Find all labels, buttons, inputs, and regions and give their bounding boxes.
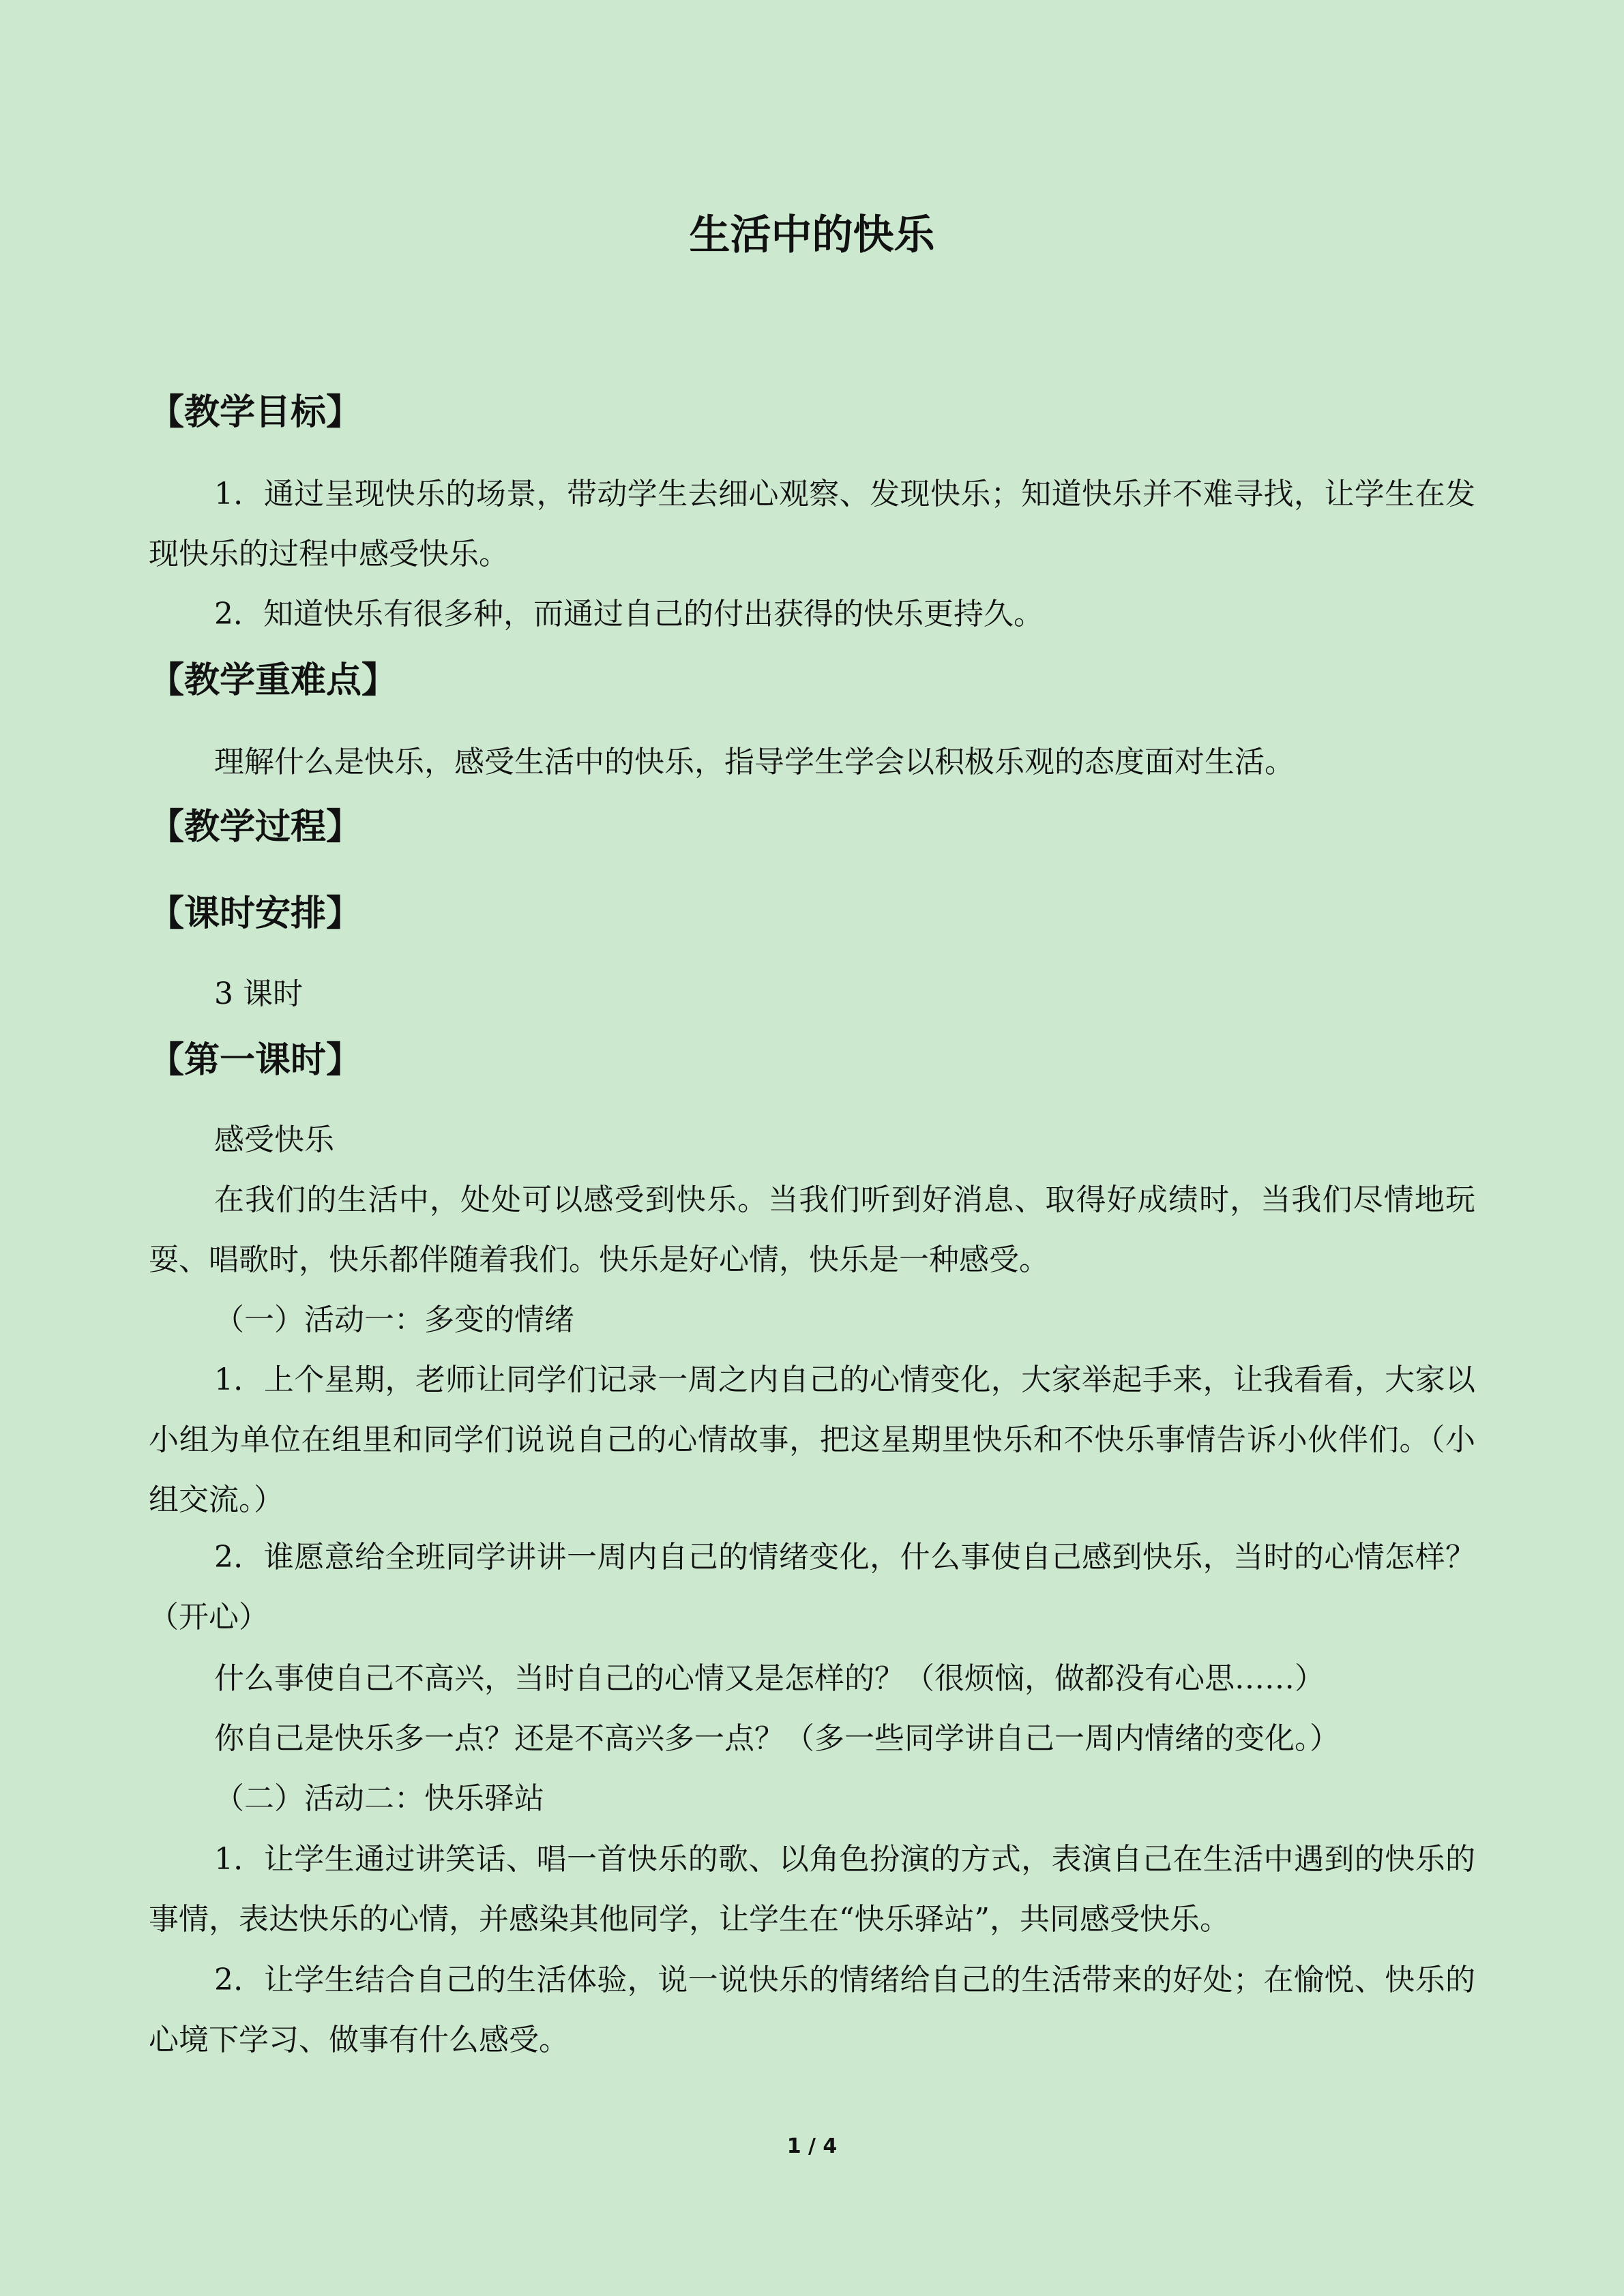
section-heading-schedule: 【课时安排】 — [149, 893, 362, 934]
section-heading-goals: 【教学目标】 — [149, 392, 362, 433]
goals-paragraph-2: 2．知道快乐有很多种，而通过自己的付出获得的快乐更持久。 — [214, 597, 1044, 631]
activity2-title: （二）活动二：快乐驿站 — [214, 1781, 544, 1816]
section-heading-process: 【教学过程】 — [149, 807, 362, 848]
activity1-paragraph-1: 1．上个星期，老师让同学们记录一周之内自己的心情变化，大家举起手来，让我看看，大家以小组为单位在组里和同学们说说自己的心情故事，把这星期里快乐和不快乐事情告诉小伙伴们。（小组交流。） — [149, 1362, 1475, 1517]
activity2-paragraph-1: 1．让学生通过讲笑话、唱一首快乐的歌、以角色扮演的方式，表演自己在生活中遇到的快乐的事情，表达快乐的心情，并感染其他同学，让学生在“快乐驿站”，共同感受快乐。 — [149, 1842, 1475, 1937]
keypoints-paragraph: 理解什么是快乐，感受生活中的快乐，指导学生学会以积极乐观的态度面对生活。 — [214, 745, 1295, 779]
lesson1-subtitle: 感受快乐 — [214, 1122, 334, 1157]
activity2-paragraph-2: 2．让学生结合自己的生活体验，说一说快乐的情绪给自己的生活带来的好处；在愉悦、快乐的心境下学习、做事有什么感受。 — [149, 1963, 1475, 2057]
lesson1-intro: 在我们的生活中，处处可以感受到快乐。当我们听到好消息、取得好成绩时，当我们尽情地玩耍、唱歌时，快乐都伴随着我们。快乐是好心情，快乐是一种感受。 — [149, 1182, 1475, 1277]
section-heading-lesson1: 【第一课时】 — [149, 1040, 362, 1081]
activity1-paragraph-3: 什么事使自己不高兴，当时自己的心情又是怎样的？（很烦恼，做都没有心思……） — [214, 1661, 1325, 1696]
activity1-paragraph-2: 2．谁愿意给全班同学讲讲一周内自己的情绪变化，什么事使自己感到快乐，当时的心情怎样？（开心） — [149, 1540, 1475, 1635]
section-heading-keypoints: 【教学重难点】 — [149, 660, 398, 701]
document-title: 生活中的快乐 — [689, 211, 935, 259]
activity1-paragraph-4: 你自己是快乐多一点？还是不高兴多一点？（多一些同学讲自己一周内情绪的变化。） — [214, 1721, 1340, 1756]
activity1-title: （一）活动一：多变的情绪 — [214, 1302, 574, 1337]
goals-paragraph-1: 1．通过呈现快乐的场景，带动学生去细心观察、发现快乐；知道快乐并不难寻找，让学生在发现快乐的过程中感受快乐。 — [149, 477, 1475, 571]
page-number: 1 / 4 — [786, 2134, 838, 2158]
schedule-value: 3 课时 — [214, 976, 303, 1011]
